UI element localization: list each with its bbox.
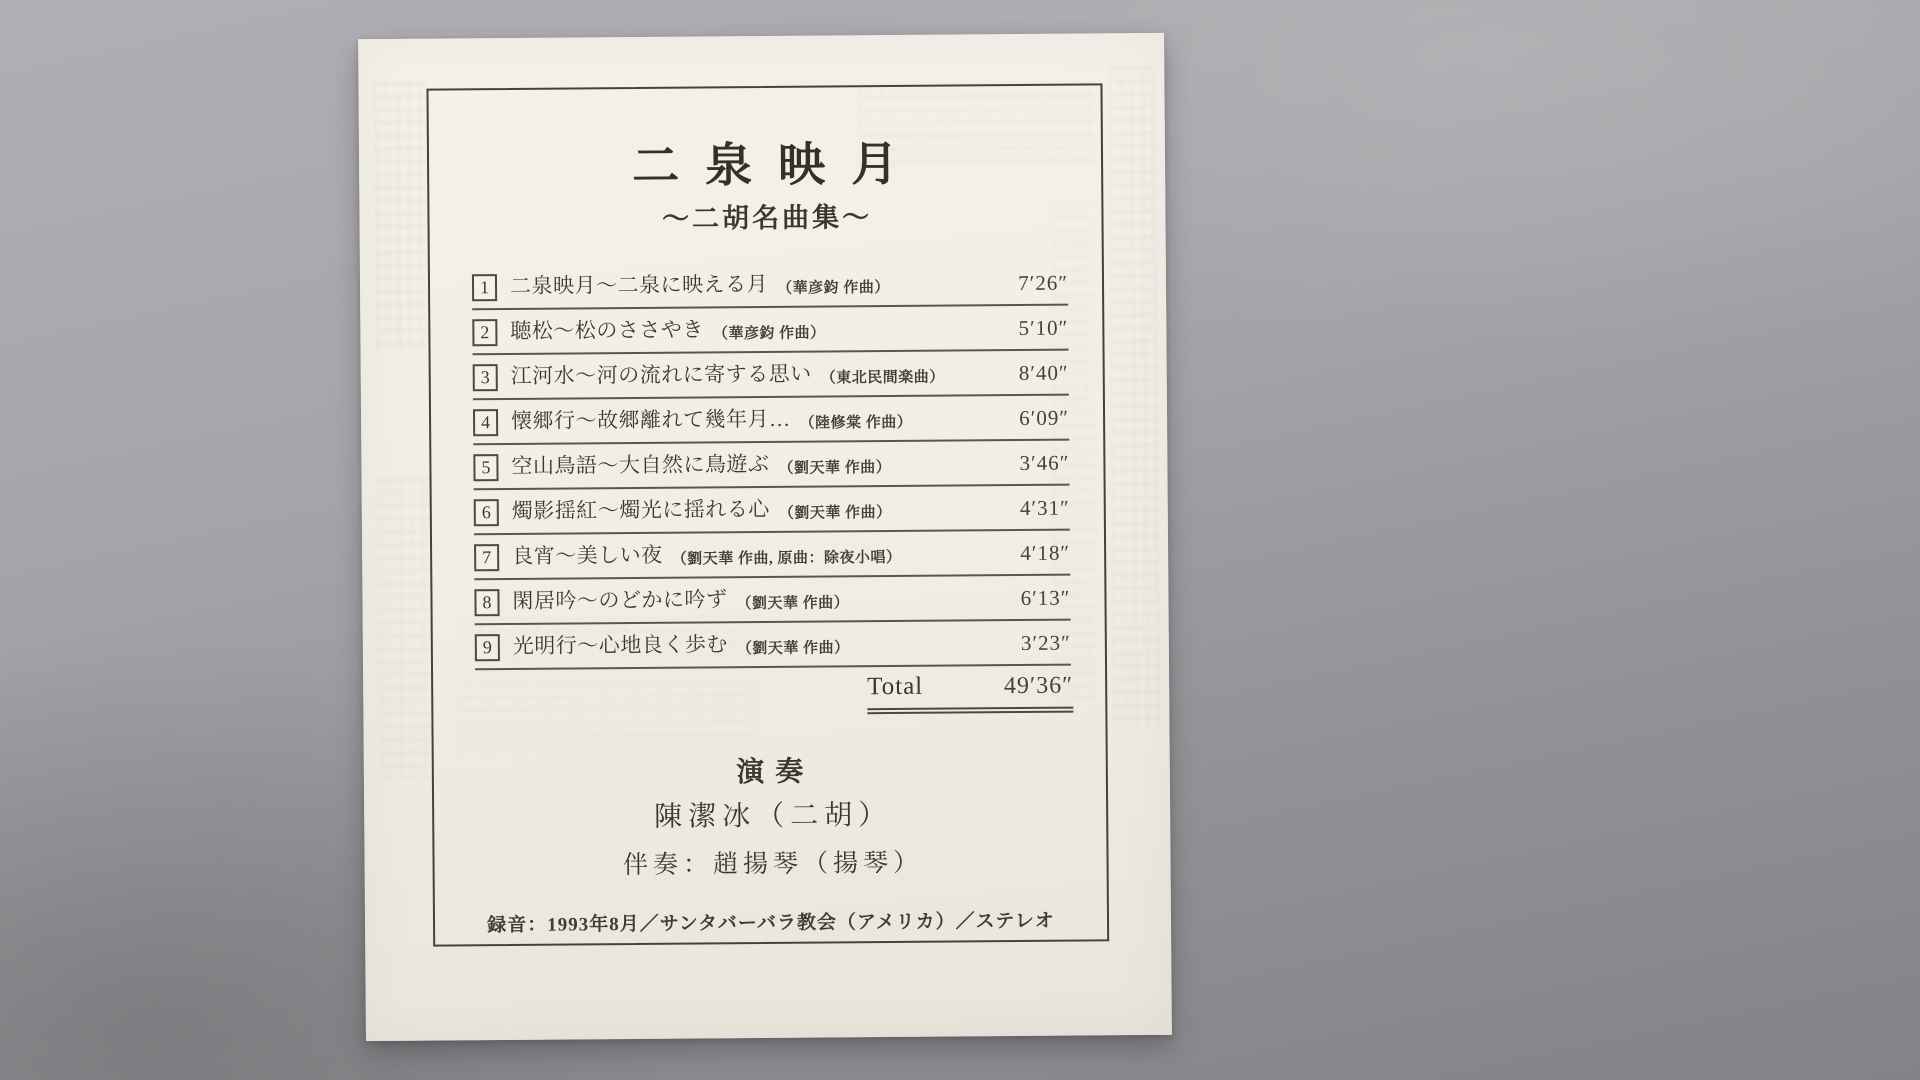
track-number: 7 (482, 547, 492, 568)
track-title: 燭影揺紅～燭光に揺れる心 (511, 496, 770, 523)
track-number-box (472, 319, 497, 346)
inner-border-frame (426, 83, 1109, 946)
track-row (474, 531, 1070, 581)
track-number-box (473, 409, 498, 436)
track-title: 良宵～美しい夜 (512, 542, 663, 568)
bleed-through-text (374, 83, 428, 351)
track-title: 懐郷行～故郷離れて幾年月… (510, 406, 791, 433)
track-number-box (474, 589, 499, 616)
track-credit: （劉天華 作曲） (736, 595, 850, 613)
track-number-box (473, 364, 498, 391)
track-credit: （東北民間楽曲） (820, 369, 945, 387)
album-title: 二泉映月 (631, 138, 925, 194)
total-row (867, 672, 1073, 715)
track-row (475, 621, 1071, 671)
track-row (473, 396, 1069, 446)
track-title: 二泉映月～二泉に映える月 (509, 271, 769, 298)
track-number: 9 (482, 637, 492, 658)
bleed-through-text (378, 479, 432, 779)
track-row (473, 351, 1069, 401)
track-list (472, 261, 1071, 671)
track-row (474, 486, 1070, 536)
track-number-box (475, 634, 500, 661)
track-credit: （華彦鈞 作曲） (712, 325, 826, 343)
track-credit: （劉天華 作曲） (736, 640, 850, 658)
track-number: 3 (480, 367, 490, 388)
album-subtitle: ～二胡名曲集～ (661, 202, 873, 234)
track-credit: （華彦鈞 作曲） (776, 280, 890, 297)
track-row (473, 441, 1069, 491)
track-time: 8′40″ (1018, 360, 1069, 386)
track-credit: （陸修棠 作曲） (799, 414, 913, 432)
track-number: 4 (481, 412, 491, 433)
track-credit: （劉天華 作曲） (778, 505, 892, 522)
track-number-box (474, 544, 499, 571)
track-number: 6 (481, 502, 491, 523)
track-number-box (474, 499, 499, 526)
recording-info-line: 録音：1993年8月／サンタバーバラ教会（アメリカ）／ステレオ (487, 910, 1055, 937)
accompanist-line: 伴奏：趙揚琴（揚琴） (622, 849, 924, 880)
track-row (472, 306, 1068, 356)
track-title: 聴松～松のささやき (510, 317, 704, 343)
track-credit: （劉天華 作曲, 原曲：除夜小唱） (671, 549, 902, 568)
cd-booklet-page (358, 33, 1172, 1041)
performance-heading: 演奏 (736, 756, 815, 789)
track-number: 2 (480, 322, 490, 343)
track-title: 江河水～河の流れに寄する思い (510, 361, 812, 388)
total-label: Total (867, 672, 924, 701)
track-row (474, 576, 1070, 626)
track-number: 8 (482, 592, 492, 613)
track-time: 3′23″ (1020, 630, 1071, 655)
track-title: 空山鳥語～大自然に鳥遊ぶ (511, 451, 770, 478)
track-number-box (472, 274, 497, 301)
track-row (472, 261, 1068, 311)
track-credit: （劉天華 作曲） (778, 460, 892, 477)
track-number: 5 (481, 457, 491, 478)
track-number-box (473, 454, 498, 481)
track-time: 4′31″ (1019, 495, 1070, 520)
track-time: 5′10″ (1018, 315, 1069, 341)
track-time: 4′18″ (1020, 540, 1071, 565)
track-number: 1 (479, 277, 490, 298)
total-time: 49′36″ (1003, 672, 1074, 700)
track-title: 閑居吟～のどかに吟ず (512, 587, 728, 613)
track-time: 7′26″ (1018, 270, 1069, 296)
track-time: 6′09″ (1019, 405, 1070, 430)
track-time: 6′13″ (1020, 585, 1071, 610)
performer-line: 陳潔冰（二胡） (654, 800, 893, 833)
track-title: 光明行～心地良く歩む (512, 632, 728, 658)
bleed-through-text (1108, 67, 1159, 727)
track-time: 3′46″ (1019, 450, 1070, 475)
